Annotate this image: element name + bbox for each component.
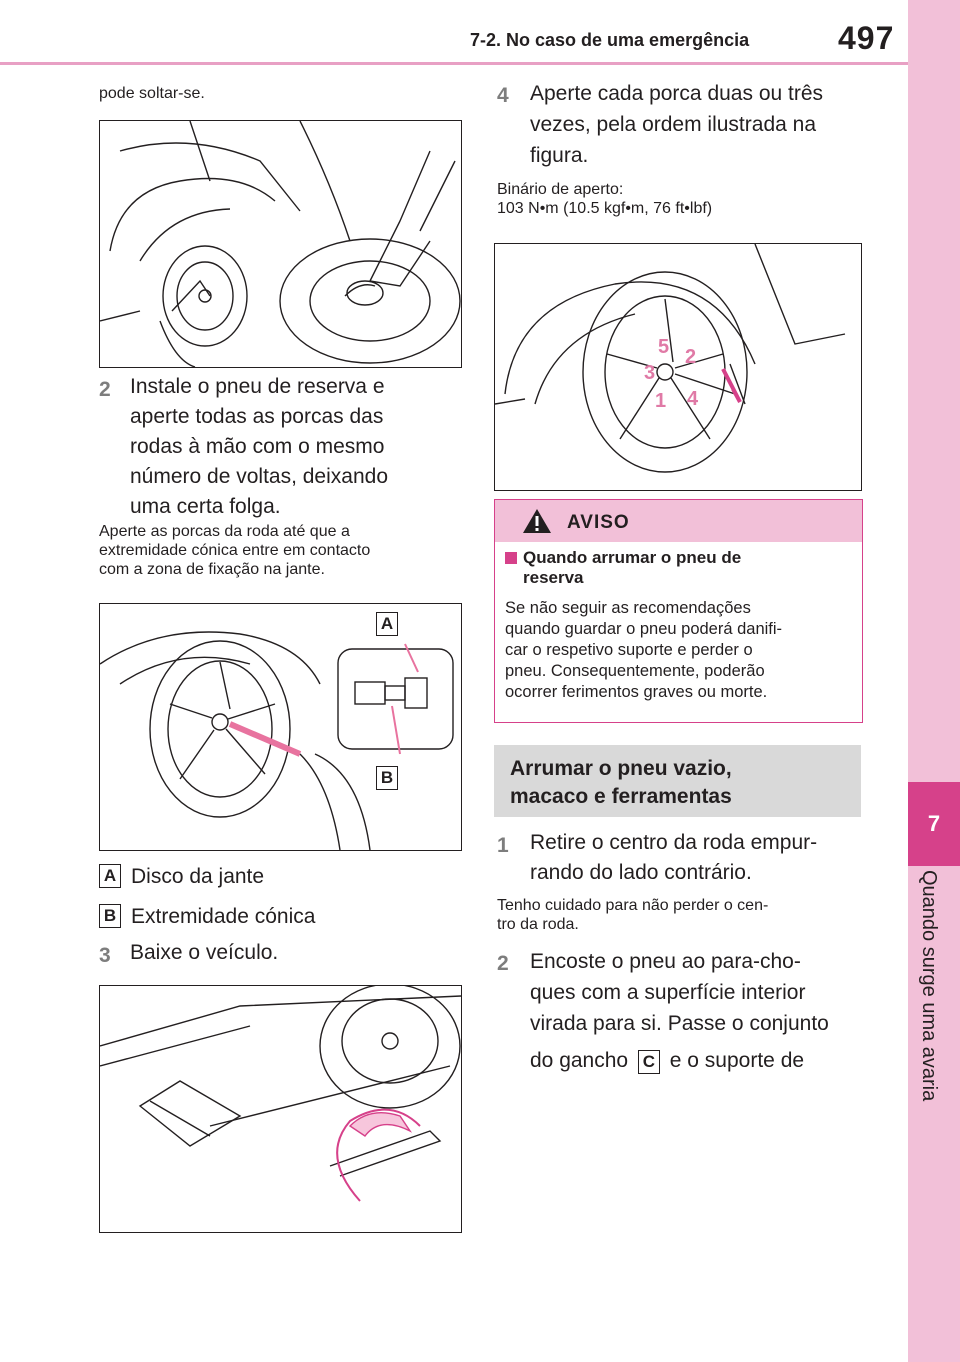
continued-text: pode soltar-se.	[99, 85, 205, 102]
warning-header	[495, 500, 862, 542]
chapter-number: 7	[908, 782, 960, 866]
step-text: Encoste o pneu ao para-cho- ques com a superfície interior virada para si. Passe o conjunto do gancho C e o suporte de	[530, 950, 829, 1072]
section-title-box	[494, 745, 861, 817]
section-heading: 7-2. No caso de uma emergência	[470, 30, 750, 50]
section-title: Arrumar o pneu vazio, macaco e ferramentas	[510, 757, 732, 808]
step-note: Tenho cuidado para não perder o cen- tro da roda.	[497, 897, 769, 933]
step-text: Retire o centro da roda empur- rando do lado contrário.	[530, 831, 818, 884]
figure-wheel-nut	[99, 603, 462, 851]
warning-subtitle: Quando arrumar o pneu de reserva	[523, 548, 742, 587]
nut-order-1: 1	[655, 390, 667, 412]
step-number: 4	[497, 84, 509, 107]
figure-tightening-order	[494, 243, 862, 491]
callout-a: A	[376, 612, 398, 636]
figure-lower-vehicle	[99, 985, 462, 1233]
header-rule	[0, 62, 908, 65]
warning-title: AVISO	[567, 512, 630, 533]
warning-triangle-icon	[521, 507, 553, 535]
callout-b: B	[376, 766, 398, 790]
nut-order-4: 4	[687, 388, 699, 410]
legend-text-a: Disco da jante	[131, 865, 265, 888]
page-number: 497	[838, 20, 895, 56]
legend-text-b: Extremidade cónica	[131, 905, 316, 928]
step-number: 2	[99, 378, 111, 401]
step-text: Baixe o veículo.	[130, 941, 279, 964]
legend-label-a: A	[99, 864, 121, 888]
step-number: 1	[497, 834, 509, 857]
step-note: Aperte as porcas da roda até que a extremidade cónica entre em contacto com a zona de fixação na jante.	[99, 523, 371, 578]
warning-box	[494, 499, 863, 723]
chapter-title: Quando surge uma avaria	[918, 870, 940, 1102]
torque-spec: Binário de aperto: 103 N•m (10.5 kgf•m, 76 ft•lbf)	[497, 181, 713, 217]
bullet-square-icon	[505, 552, 517, 564]
step-text: Instale o pneu de reserva e aperte todas as porcas das rodas à mão com o mesmo número de voltas, deixando uma certa folga.	[130, 375, 388, 518]
step-number: 3	[99, 944, 111, 967]
nut-order-3: 3	[644, 362, 656, 384]
nut-order-5: 5	[658, 336, 670, 358]
step-text: Aperte cada porca duas ou três vezes, pela ordem ilustrada na figura.	[530, 82, 824, 167]
figure-spare-tire	[99, 120, 462, 368]
legend-label-b: B	[99, 904, 121, 928]
callout-c: C	[638, 1050, 660, 1074]
nut-order-2: 2	[685, 346, 697, 368]
step-number: 2	[497, 952, 509, 975]
warning-body: Se não seguir as recomendações quando guardar o pneu poderá danifi- car o respetivo suporte e perder o pneu. Consequentemente, poderão ocorrer ferimentos graves ou morte.	[505, 599, 783, 701]
chapter-side-tab	[908, 0, 960, 1362]
